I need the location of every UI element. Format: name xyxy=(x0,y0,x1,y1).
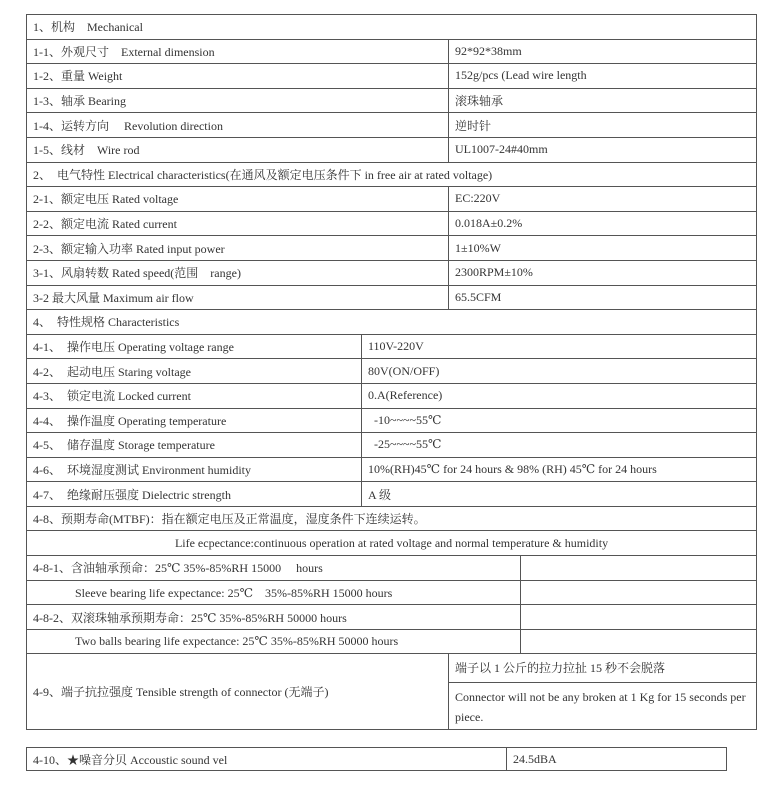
table-row xyxy=(27,654,757,730)
spec-label: 1-4、运转方向 Revolution direction xyxy=(27,113,449,138)
spec-value: 1±10%W xyxy=(449,236,757,261)
connector-value xyxy=(449,654,757,730)
spec-label: 4-5、 储存温度 Storage temperature xyxy=(27,433,362,458)
spec-label: 4-3、 锁定电流 Locked current xyxy=(27,383,362,408)
table-row xyxy=(27,236,757,261)
section-electrical: 2、 电气特性 Electrical characteristics(在通风及额定电压条件下 in free air at rated voltage) xyxy=(27,162,757,187)
spec-value: EC:220V xyxy=(449,187,757,212)
empty-cell xyxy=(521,629,757,654)
spec-label: 2-3、额定输入功率 Rated input power xyxy=(27,236,449,261)
table-row xyxy=(27,285,757,310)
life-title: 4-8、预期寿命(MTBF)：指在额定电压及正常温度，湿度条件下连续运转。 xyxy=(27,506,757,531)
table-row xyxy=(27,64,757,89)
table-row xyxy=(27,531,757,556)
spec-value: 逆时针 xyxy=(449,113,757,138)
spec-value: -10~~~~55℃ xyxy=(362,408,757,433)
spec-label: 4-1、 操作电压 Operating voltage range xyxy=(27,334,362,359)
spec-value: 10%(RH)45℃ for 24 hours & 98% (RH) 45℃ for 24 hours xyxy=(362,457,757,482)
noise-table xyxy=(26,747,727,771)
spec-label: 4-4、 操作温度 Operating temperature xyxy=(27,408,362,433)
spec-value: 110V-220V xyxy=(362,334,757,359)
connector-label: 4-9、端子抗拉强度 Tensible strength of connector (无端子) xyxy=(27,654,449,730)
empty-cell xyxy=(521,580,757,605)
spec-table xyxy=(26,14,757,730)
table-row xyxy=(27,457,757,482)
section-mechanical: 1、机构 Mechanical xyxy=(27,15,757,40)
spec-label: 2-1、额定电压 Rated voltage xyxy=(27,187,449,212)
table-row xyxy=(27,482,757,507)
table-row xyxy=(27,506,757,531)
table-row xyxy=(27,211,757,236)
table-row xyxy=(27,580,757,605)
table-row xyxy=(27,137,757,162)
spec-label: 3-1、风扇转数 Rated speed(范围 range) xyxy=(27,260,449,285)
spec-label: 4-10、★噪音分贝 Accoustic sound vel xyxy=(27,748,507,771)
spec-value: 2300RPM±10% xyxy=(449,260,757,285)
table-row xyxy=(27,748,727,771)
spec-label: 4-6、 环境湿度测试 Environment humidity xyxy=(27,457,362,482)
table-row xyxy=(27,383,757,408)
spec-value: 滚珠轴承 xyxy=(449,88,757,113)
section-row xyxy=(27,15,757,40)
spec-value: UL1007-24#40mm xyxy=(449,137,757,162)
spec-value: 0.018A±0.2% xyxy=(449,211,757,236)
connector-value-en: Connector will not be any broken at 1 Kg for 15 seconds per piece. xyxy=(455,690,746,725)
table-row xyxy=(27,39,757,64)
spec-value: 80V(ON/OFF) xyxy=(362,359,757,384)
spec-value: 152g/pcs (Lead wire length xyxy=(449,64,757,89)
spec-value: 24.5dBA xyxy=(507,748,727,771)
table-row xyxy=(27,605,757,630)
table-row xyxy=(27,433,757,458)
sleeve-bearing-en: Sleeve bearing life expectance: 25℃ 35%-85%RH 15000 hours xyxy=(27,580,521,605)
spec-label: 1-5、线材 Wire rod xyxy=(27,137,449,162)
table-row xyxy=(27,556,757,581)
table-row xyxy=(27,88,757,113)
table-row xyxy=(27,260,757,285)
spec-label: 2-2、额定电流 Rated current xyxy=(27,211,449,236)
table-row xyxy=(27,359,757,384)
table-row xyxy=(27,334,757,359)
ball-bearing-cn: 4-8-2、双滚珠轴承预期寿命：25℃ 35%-85%RH 50000 hours xyxy=(27,605,521,630)
spec-label: 3-2 最大风量 Maximum air flow xyxy=(27,285,449,310)
table-row xyxy=(27,408,757,433)
spec-value: 92*92*38mm xyxy=(449,39,757,64)
table-row xyxy=(27,187,757,212)
spec-label: 4-7、 绝缘耐压强度 Dielectric strength xyxy=(27,482,362,507)
empty-cell xyxy=(521,556,757,581)
sleeve-bearing-cn: 4-8-1、含油轴承预命：25℃ 35%-85%RH 15000 hours xyxy=(27,556,521,581)
empty-cell xyxy=(521,605,757,630)
spec-label: 4-2、 起动电压 Staring voltage xyxy=(27,359,362,384)
spec-label: 1-3、轴承 Bearing xyxy=(27,88,449,113)
spec-label: 1-2、重量 Weight xyxy=(27,64,449,89)
life-expectancy: Life ecpectance:continuous operation at rated voltage and normal temperature & humidity xyxy=(27,531,757,556)
connector-value-cn: 端子以 1 公斤的拉力拉扯 15 秒不会脱落 xyxy=(449,654,756,683)
spec-value: 65.5CFM xyxy=(449,285,757,310)
ball-bearing-en: Two balls bearing life expectance: 25℃ 35%-85%RH 50000 hours xyxy=(27,629,521,654)
spec-value: A 级 xyxy=(362,482,757,507)
spec-value: 0.A(Reference) xyxy=(362,383,757,408)
section-row xyxy=(27,162,757,187)
table-row xyxy=(27,629,757,654)
spec-value: -25~~~~55℃ xyxy=(362,433,757,458)
section-characteristics: 4、 特性规格 Characteristics xyxy=(27,310,757,335)
section-row xyxy=(27,310,757,335)
spec-label: 1-1、外观尺寸 External dimension xyxy=(27,39,449,64)
table-row xyxy=(27,113,757,138)
